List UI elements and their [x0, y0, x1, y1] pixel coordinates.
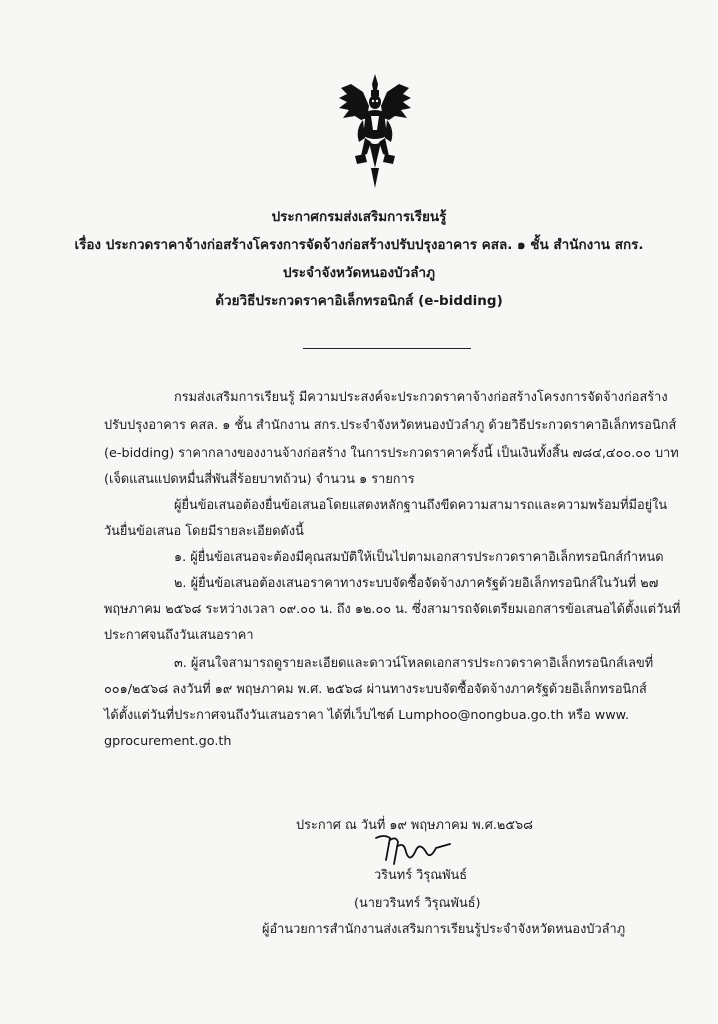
body-line-4: (เจ็ดแสนแปดหมื่นสี่พันสี่ร้อยบาทถ้วน) จำนวน ๑ รายการ	[104, 472, 415, 487]
body-line-9: พฤษภาคม ๒๕๖๘ ระหว่างเวลา ๐๙.๐๐ น. ถึง ๑๒.๐๐ น. ซึ่งสามารถจัดเตรียมเอกสารข้อเสนอได้ตั้งแต่วันที่	[104, 602, 681, 617]
body-line-6: วันยื่นข้อเสนอ โดยมีรายละเอียดดังนี้	[104, 524, 304, 539]
title-divider	[303, 348, 471, 349]
announcement-title	[0, 203, 718, 315]
body-line-1: กรมส่งเสริมการเรียนรู้ มีความประสงค์จะประกวดราคาจ้างก่อสร้างโครงการจัดจ้างก่อสร้าง	[174, 390, 668, 405]
body-line-3: (e-bidding) ราคากลางของงานจ้างก่อสร้าง ในการประกวดราคาครั้งนี้ เป็นเงินทั้งสิ้น ๗๘๔,๔๐๐.๐๐ บาท	[104, 446, 679, 461]
body-line-12: ๐๐๑/๒๕๖๘ ลงวันที่ ๑๙ พฤษภาคม พ.ศ. ๒๕๖๘ ผ่านทางระบบจัดซื้อจัดจ้างภาครัฐด้วยอิเล็กทรอนิกส์	[104, 682, 647, 697]
body-line-2: ปรับปรุงอาคาร คสล. ๑ ชั้น สำนักงาน สกร.ประจำจังหวัดหนองบัวลำภู ด้วยวิธีประกวดราคาอิเล็กทรอนิกส์	[104, 418, 677, 433]
signer-position: ผู้อำนวยการสำนักงานส่งเสริมการเรียนรู้ประจำจังหวัดหนองบัวลำภู	[262, 922, 626, 937]
body-line-13: ได้ตั้งแต่วันที่ประกาศจนถึงวันเสนอราคา ได้ที่เว็บไซต์ Lumphoo@nongbua.go.th หรือ www.	[104, 708, 630, 723]
body-line-14: gprocurement.go.th	[104, 734, 232, 749]
body-line-8: ๒. ผู้ยื่นข้อเสนอต้องเสนอราคาทางระบบจัดซื้อจัดจ้างภาครัฐด้วยอิเล็กทรอนิกส์ในวันที่ ๒๗	[174, 576, 659, 591]
announcement-date: ประกาศ ณ วันที่ ๑๙ พฤษภาคม พ.ศ.๒๕๖๘	[296, 818, 534, 833]
title-line-3: ประจำจังหวัดหนองบัวลำภู	[282, 265, 436, 281]
title-line-4: ด้วยวิธีประกวดราคาอิเล็กทรอนิกส์ (e-bidding)	[215, 293, 503, 309]
body-line-11: ๓. ผู้สนใจสามารถดูรายละเอียดและดาวน์โหลดเอกสารประกวดราคาอิเล็กทรอนิกส์เลขที่	[174, 656, 654, 671]
body-line-7: ๑. ผู้ยื่นข้อเสนอจะต้องมีคุณสมบัติให้เป็นไปตามเอกสารประกวดราคาอิเล็กทรอนิกส์กำหนด	[174, 550, 664, 565]
body-line-5: ผู้ยื่นข้อเสนอต้องยื่นข้อเสนอโดยแสดงหลักฐานถึงขีดความสามารถและความพร้อมที่มีอยู่ใน	[174, 498, 668, 513]
title-line-2: เรื่อง ประกวดราคาจ้างก่อสร้างโครงการจัดจ้างก่อสร้างปรับปรุงอาคาร คสล. ๑ ชั้น สำนักงาน สกร.	[74, 237, 644, 253]
signer-full-name: (นายวรินทร์ วิรุณพันธ์)	[354, 896, 481, 911]
signer-name: วรินทร์ วิรุณพันธ์	[374, 868, 468, 883]
garuda-emblem-icon	[333, 72, 417, 190]
title-line-1: ประกาศกรมส่งเสริมการเรียนรู้	[271, 209, 447, 225]
body-line-10: ประกาศจนถึงวันเสนอราคา	[104, 628, 254, 643]
